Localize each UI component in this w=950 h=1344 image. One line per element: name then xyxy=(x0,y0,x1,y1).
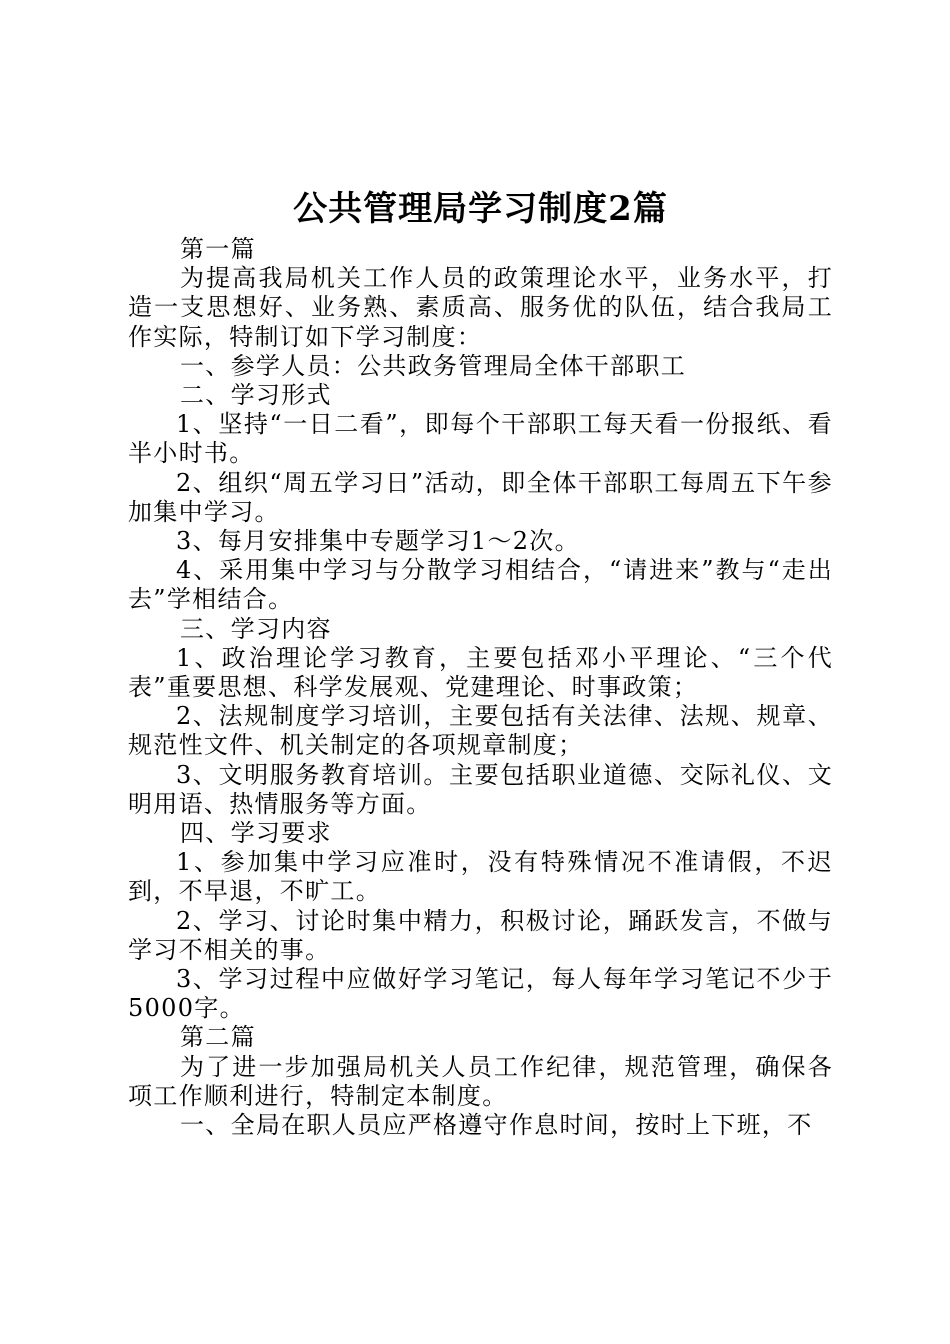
paragraph-form-1: 1、坚持“一日二看”，即每个干部职工每天看一份报纸、看半小时书。 xyxy=(128,410,833,468)
heading-study-content: 三、学习内容 xyxy=(180,614,332,643)
paragraph-content-2: 2、法规制度学习培训，主要包括有关法律、法规、规章、规范性文件、机关制定的各项规章制度； xyxy=(128,702,833,760)
paragraph-part-two-intro: 为了进一步加强局机关人员工作纪律，规范管理，确保各项工作顺利进行，特制定本制度。 xyxy=(128,1052,833,1110)
paragraph-requirement-1: 1、参加集中学习应准时，没有特殊情况不准请假，不迟到，不早退，不旷工。 xyxy=(128,848,833,906)
paragraph-form-2: 2、组织“周五学习日”活动，即全体干部职工每周五下午参加集中学习。 xyxy=(128,468,833,526)
paragraph-content-3: 3、文明服务教育培训。主要包括职业道德、交际礼仪、文明用语、热情服务等方面。 xyxy=(128,760,833,818)
heading-study-requirements: 四、学习要求 xyxy=(180,819,332,848)
section-heading-part-one: 第一篇 xyxy=(180,235,256,263)
document-title: 公共管理局学习制度2篇 xyxy=(293,189,668,229)
paragraph-participants: 一、参学人员：公共政务管理局全体干部职工 xyxy=(180,351,686,380)
document-page xyxy=(128,185,833,1140)
heading-study-form: 二、学习形式 xyxy=(180,381,332,410)
paragraph-intro: 为提高我局机关工作人员的政策理论水平，业务水平，打造一支思想好、业务熟、素质高、服务优的队伍，结合我局工作实际，特制订如下学习制度： xyxy=(128,264,833,351)
section-heading-part-two: 第二篇 xyxy=(180,1023,256,1052)
paragraph-requirement-2: 2、学习、讨论时集中精力，积极讨论，踊跃发言，不做与学习不相关的事。 xyxy=(128,906,833,964)
paragraph-content-1: 1、政治理论学习教育，主要包括邓小平理论、“三个代表”重要思想、科学发展观、党建理论、时事政策； xyxy=(128,643,833,702)
paragraph-requirement-3: 3、学习过程中应做好学习笔记，每人每年学习笔记不少于5000字。 xyxy=(128,965,833,1023)
paragraph-form-3: 3、每月安排集中专题学习1～2次。 xyxy=(176,527,580,556)
paragraph-form-4: 4、采用集中学习与分散学习相结合，“请进来”教与“走出去”学相结合。 xyxy=(128,556,833,614)
paragraph-part-two-rule-1: 一、全局在职人员应严格遵守作息时间，按时上下班，不 xyxy=(180,1111,813,1140)
